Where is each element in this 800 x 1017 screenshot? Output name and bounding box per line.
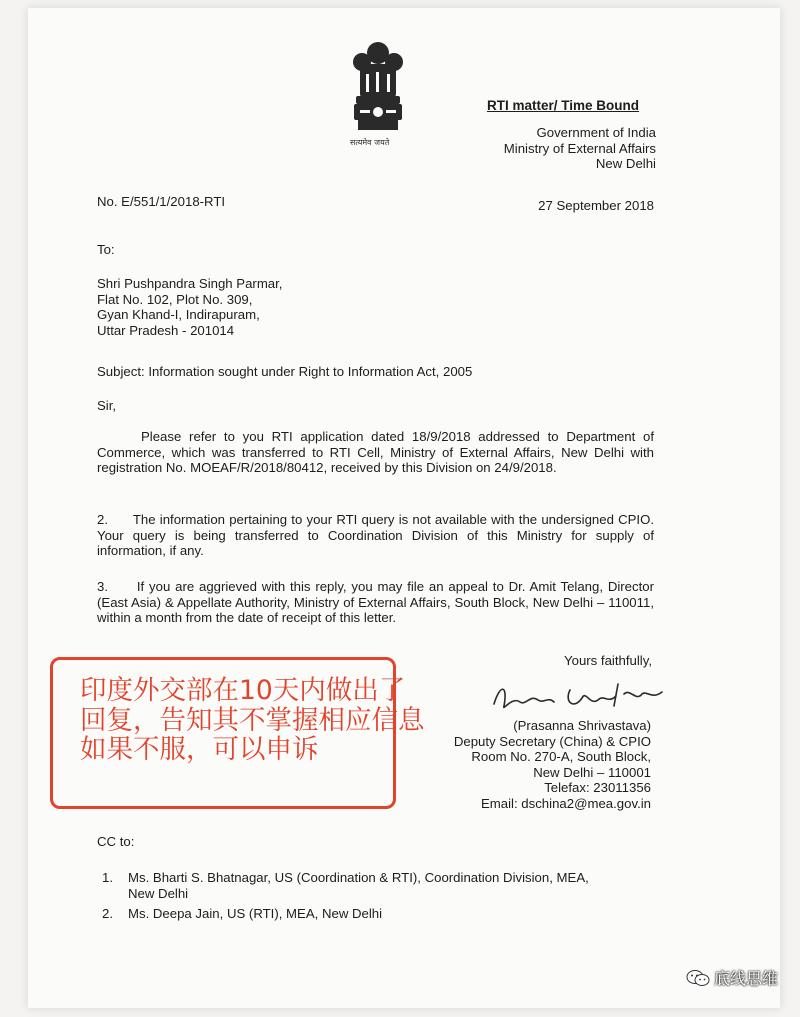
watermark [686, 966, 778, 989]
signer-line: Email: dschina2@mea.gov.in [480, 795, 651, 811]
cc-item [102, 906, 589, 922]
signer-block [423, 718, 651, 812]
annotation-text [80, 676, 425, 765]
national-emblem [346, 38, 410, 150]
watermark-text: 底线思维 [713, 969, 778, 988]
emblem-motto: सत्यमेव जयते [350, 138, 390, 147]
cc-item-number: 2. [102, 906, 113, 922]
address-line: Uttar Pradesh - 201014 [97, 322, 235, 338]
cc-item-text: Ms. Bharti S. Bhatnagar, US (Coordination & RTI), Coordination Division, MEA, [128, 870, 589, 885]
subject-line: Subject: Information sought under Right to Information Act, 2005 [97, 364, 473, 379]
recipient-address [97, 276, 282, 338]
address-line: Shri Pushpandra Singh Parmar, [97, 276, 283, 291]
letter-page [28, 8, 780, 1008]
signer-line: New Delhi – 110001 [533, 764, 651, 780]
wechat-icon [686, 969, 710, 987]
address-line: Flat No. 102, Plot No. 309, [97, 291, 253, 307]
annotation-line: 回复，告知其不掌握相应信息 [80, 704, 425, 736]
cc-item-text: Ms. Deepa Jain, US (RTI), MEA, New Delhi [128, 906, 383, 922]
org-block [504, 125, 656, 172]
cc-list [102, 870, 589, 922]
closing: Yours faithfully, [564, 653, 652, 668]
annotation-line: 印度外交部在10天内做出了 [80, 675, 406, 706]
cc-item-number: 1. [102, 870, 113, 885]
org-line: Government of India [536, 125, 656, 140]
cc-item-text: New Delhi [128, 885, 189, 901]
paragraph-2: 2. The information pertaining to your RTI query is not available with the undersigned CPIO. Your query is being transferred to Coordination Division of this Ministry for supply of information, if any. [97, 512, 658, 559]
address-line: Gyan Khand-I, Indirapuram, [97, 307, 260, 323]
reference-number: No. E/551/1/2018-RTI [97, 194, 226, 209]
paragraph-3: 3. If you are aggrieved with this reply, you may file an appeal to Dr. Amit Telang, Director (East Asia) & Appellate Authority, Ministry of External Affairs, South Block, New Delhi – 110011, within a month from the date of receipt of this letter. [97, 579, 658, 626]
paragraph-1: Please refer to you RTI application dated 18/9/2018 addressed to Department of Commerce, which was transferred to RTI Cell, Ministry of External Affairs, New Delhi with registration No. MOEAF/R/2018/80412, received by this Division on 24/9/2018. [97, 429, 654, 476]
signature [490, 680, 670, 716]
org-line: Ministry of External Affairs [503, 140, 656, 156]
cc-item [102, 870, 589, 886]
salutation: Sir, [97, 398, 117, 413]
rti-label: RTI matter/ Time Bound [487, 98, 640, 113]
signer-line: Room No. 270-A, South Block, [471, 749, 651, 765]
letter-date: 27 September 2018 [538, 198, 654, 213]
annotation-line: 如果不服，可以申诉 [80, 734, 319, 765]
signer-line: (Prasanna Shrivastava) [513, 718, 651, 733]
signer-line: Deputy Secretary (China) & CPIO [453, 733, 651, 749]
cc-label: CC to: [97, 834, 135, 849]
cc-item-continuation [102, 886, 589, 902]
signer-line: Telefax: 23011356 [544, 780, 651, 796]
to-label: To: [97, 242, 115, 257]
org-line: New Delhi [595, 156, 656, 172]
